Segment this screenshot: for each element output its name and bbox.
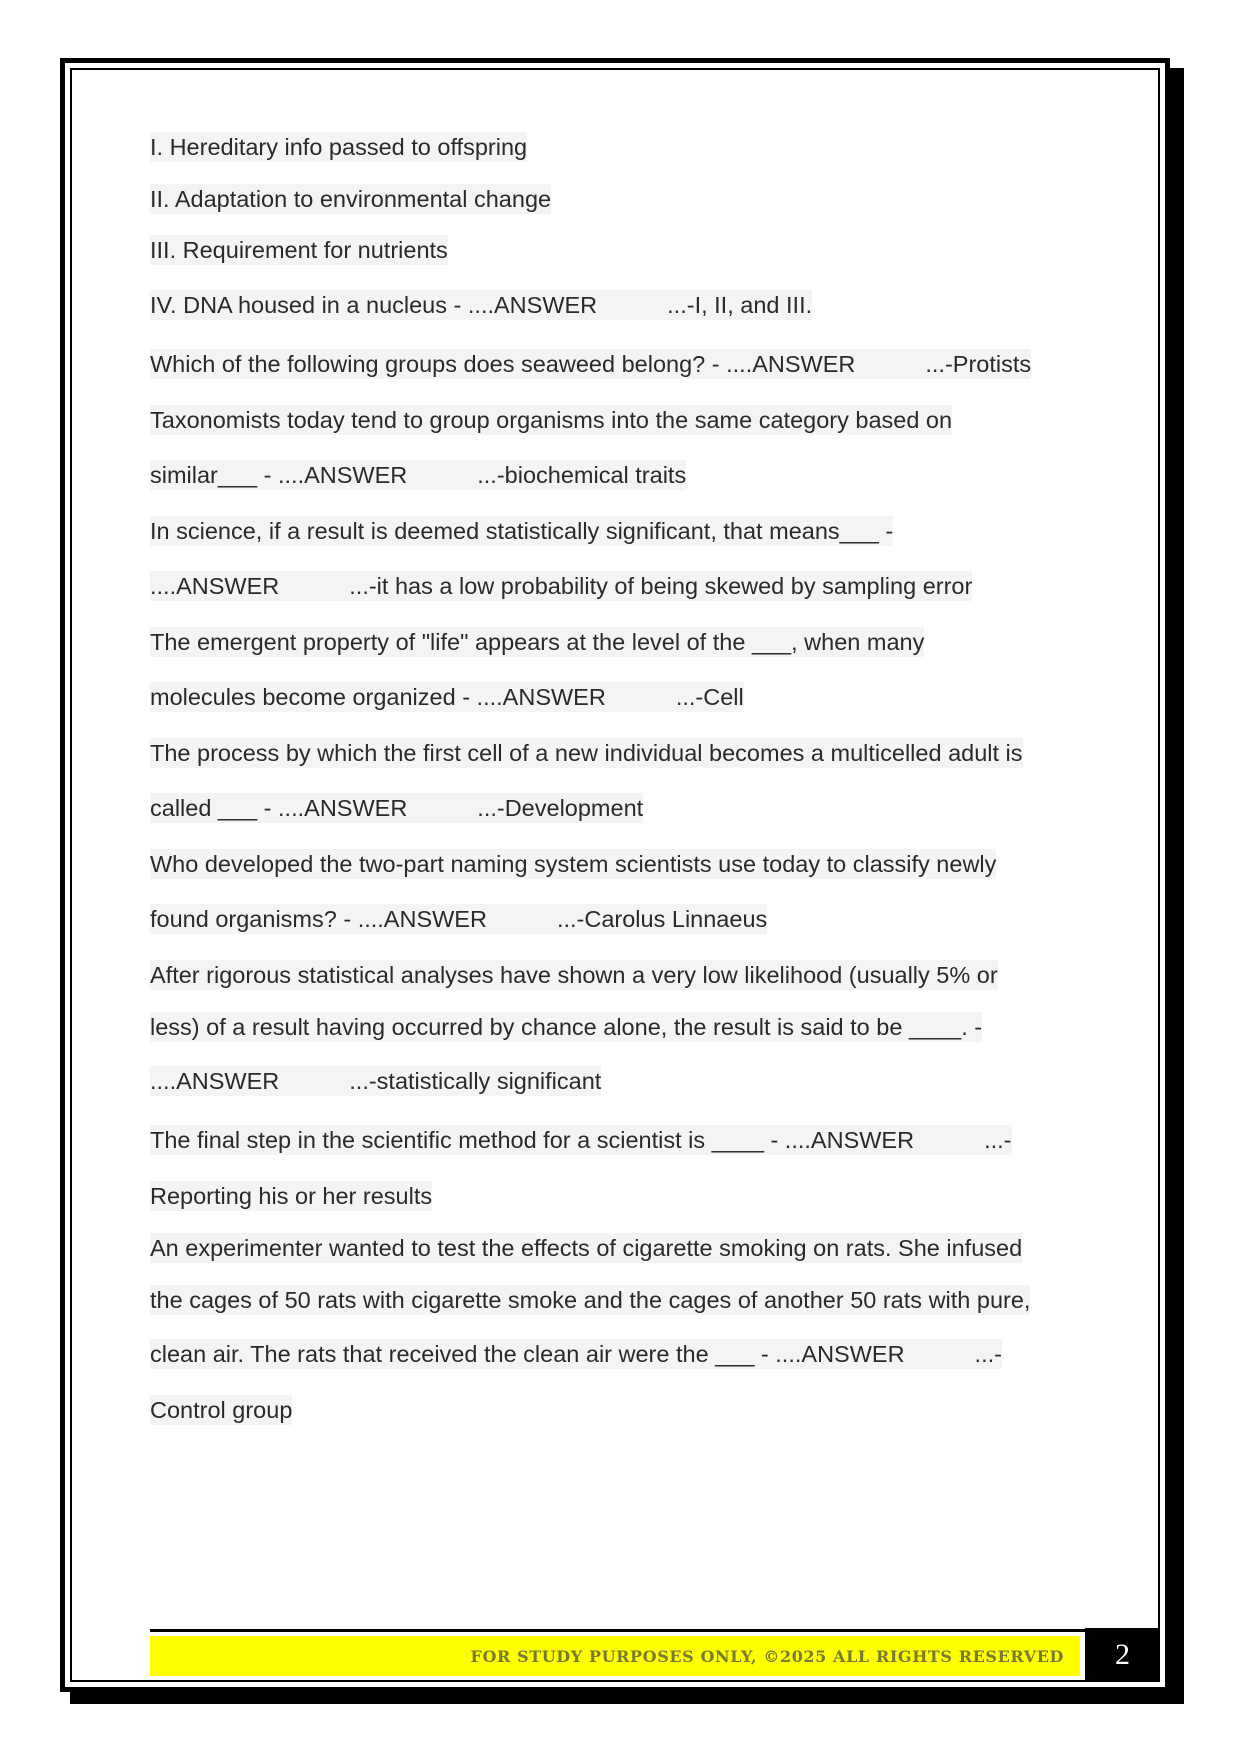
- line-text: clean air. The rats that received the clean air were the ___ - ....ANSWER: [150, 1341, 905, 1367]
- text-line: [150, 130, 527, 164]
- answer-text: ...-biochemical traits: [407, 460, 686, 490]
- answer-text: ...-: [914, 1125, 1011, 1155]
- footer-rule: [150, 1629, 1092, 1632]
- text-line: [150, 791, 643, 825]
- line-text: After rigorous statistical analyses have shown a very low likelihood (usually 5% or: [150, 962, 998, 988]
- line-text: Taxonomists today tend to group organisms into the same category based on: [150, 407, 953, 433]
- line-text: molecules become organized - ....ANSWER: [150, 684, 606, 710]
- text-line: [150, 1064, 601, 1098]
- text-line: [150, 902, 767, 936]
- text-line: [150, 514, 893, 548]
- line-text: less) of a result having occurred by chance alone, the result is said to be ____. -: [150, 1014, 983, 1040]
- text-line: [150, 1393, 292, 1427]
- line-text: Reporting his or her results: [150, 1183, 433, 1209]
- text-line: [150, 403, 952, 437]
- text-line: [150, 1123, 1012, 1157]
- text-line: [150, 736, 1023, 770]
- text-line: [150, 233, 448, 267]
- answer-text: ...-it has a low probability of being skewed by sampling error: [279, 571, 972, 601]
- line-text: An experimenter wanted to test the effects of cigarette smoking on rats. She infused: [150, 1235, 1023, 1261]
- line-text: The process by which the first cell of a new individual becomes a multicelled adult is: [150, 740, 1023, 766]
- line-text: IV. DNA housed in a nucleus - ....ANSWER: [150, 292, 598, 318]
- line-text: The emergent property of "life" appears at the level of the ___, when many: [150, 629, 925, 655]
- answer-text: ...-Protists: [855, 349, 1031, 379]
- line-text: found organisms? - ....ANSWER: [150, 906, 487, 932]
- page-number: 2: [1085, 1628, 1160, 1682]
- line-text: ....ANSWER: [150, 573, 280, 599]
- text-line: [150, 680, 744, 714]
- line-text: the cages of 50 rats with cigarette smoke and the cages of another 50 rats with pure,: [150, 1287, 1031, 1313]
- line-text: The final step in the scientific method for a scientist is ____ - ....ANSWER: [150, 1127, 915, 1153]
- line-text: Who developed the two-part naming system scientists use today to classify newly: [150, 851, 997, 877]
- text-line: [150, 847, 996, 881]
- line-text: III. Requirement for nutrients: [150, 237, 448, 263]
- answer-text: ...-Development: [407, 793, 643, 823]
- text-line: [150, 458, 686, 492]
- line-text: II. Adaptation to environmental change: [150, 186, 552, 212]
- text-line: [150, 1337, 1002, 1371]
- footer-banner: [150, 1636, 1080, 1676]
- line-text: ....ANSWER: [150, 1068, 280, 1094]
- footer-copyright-text: FOR STUDY PURPOSES ONLY, ©2025 ALL RIGHTS RESERVED: [470, 1646, 1064, 1666]
- text-line: [150, 182, 551, 216]
- text-line: [150, 1179, 432, 1213]
- line-text: Which of the following groups does seaweed belong? - ....ANSWER: [150, 351, 856, 377]
- text-line: [150, 347, 1031, 381]
- line-text: called ___ - ....ANSWER: [150, 795, 408, 821]
- answer-text: ...-Cell: [606, 682, 744, 712]
- text-line: [150, 288, 812, 322]
- text-line: [150, 625, 924, 659]
- line-text: I. Hereditary info passed to offspring: [150, 134, 528, 160]
- text-line: [150, 1231, 1022, 1265]
- answer-text: ...-: [905, 1339, 1002, 1369]
- line-text: Control group: [150, 1397, 293, 1423]
- text-line: [150, 958, 998, 992]
- answer-text: ...-I, II, and III.: [597, 290, 812, 320]
- answer-text: ...-Carolus Linnaeus: [487, 904, 767, 934]
- answer-text: ...-statistically significant: [279, 1066, 601, 1096]
- line-text: In science, if a result is deemed statistically significant, that means___ -: [150, 518, 894, 544]
- text-line: [150, 1010, 982, 1044]
- text-line: [150, 569, 972, 603]
- text-line: [150, 1283, 1030, 1317]
- line-text: similar___ - ....ANSWER: [150, 462, 408, 488]
